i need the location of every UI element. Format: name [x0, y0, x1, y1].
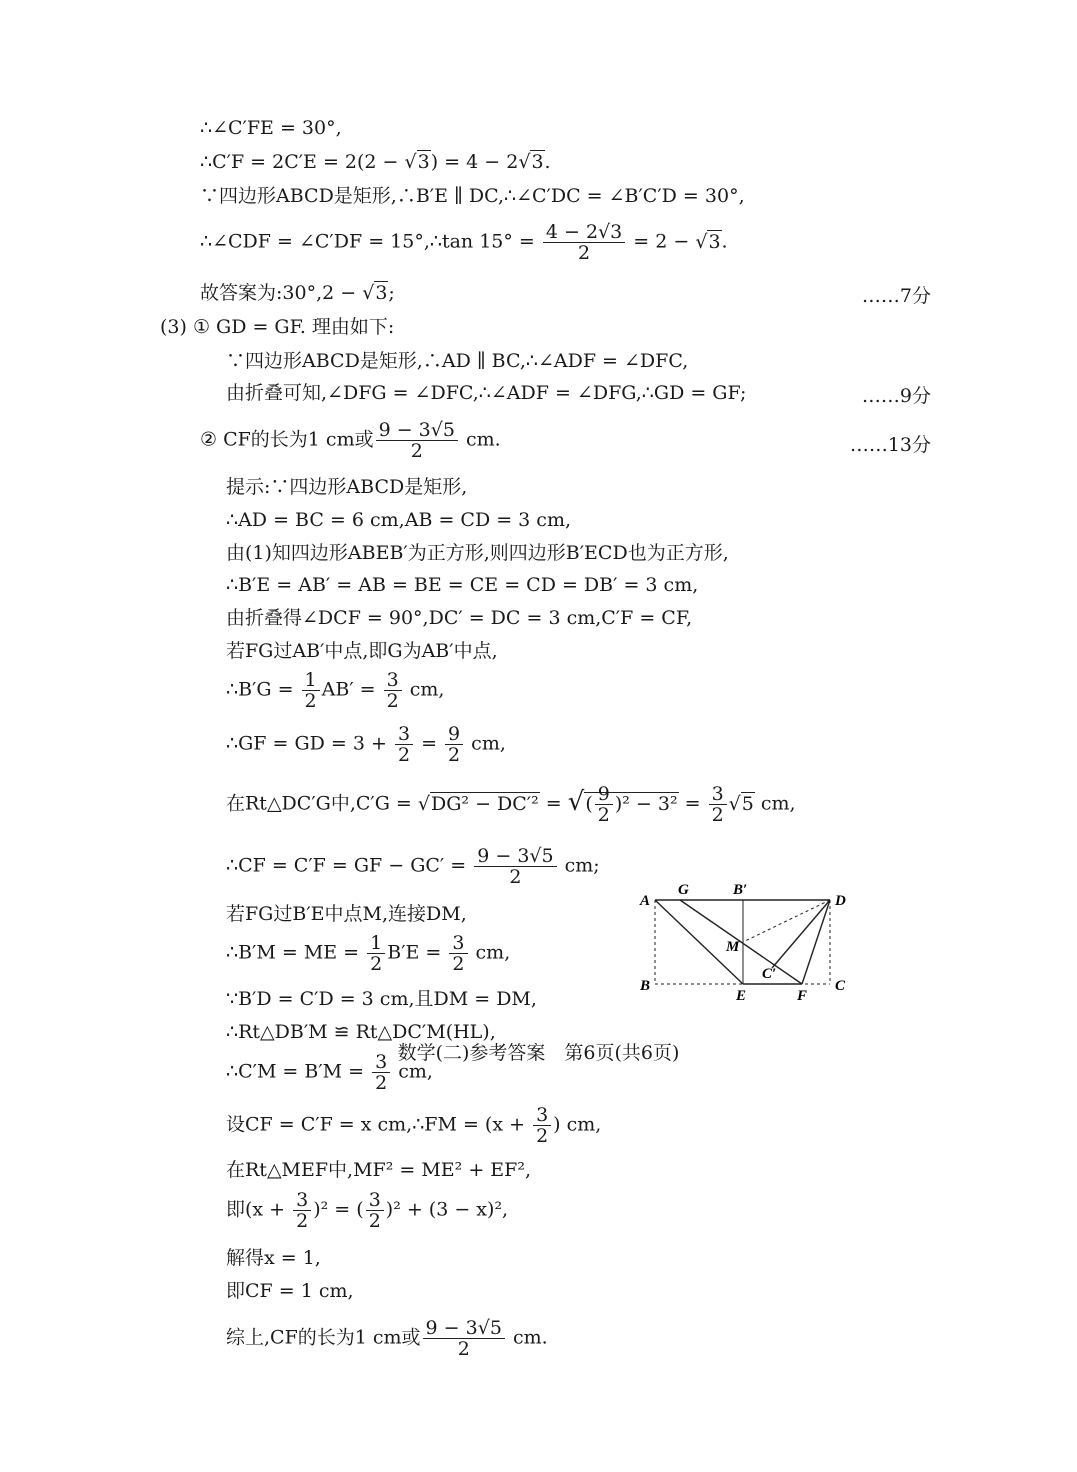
fraction [376, 420, 458, 461]
denominator: 2 [370, 953, 383, 975]
sqrt-sign [518, 151, 530, 173]
line-text: cm, [403, 678, 445, 701]
line-text: ∴B′E = AB′ = AB = BE = CE = CD = DB′ = 3 cm, [226, 574, 699, 596]
segment-DC1 [772, 900, 830, 968]
sqrt-sign [418, 793, 430, 815]
page-footer: 数学(二)参考答案 第6页(共6页) [397, 1042, 680, 1064]
line-text: 若FG过AB′中点,即G为AB′中点, [226, 640, 498, 662]
text-line [200, 420, 501, 461]
denominator: 2 [597, 804, 610, 826]
denominator: 2 [457, 1338, 470, 1360]
denominator: 2 [536, 1125, 549, 1147]
numerator: 9 [445, 724, 463, 745]
line-text: cm, [469, 941, 511, 964]
fraction [384, 670, 402, 711]
line-text: 即CF = 1 cm, [226, 1280, 354, 1302]
text-line [226, 670, 444, 711]
line-text: 在Rt△DC′G中,C′G = [226, 792, 418, 815]
denominator: 2 [386, 690, 399, 712]
text-line [200, 281, 395, 305]
line-text: ∴C′M = B′M = [226, 1060, 371, 1083]
fraction [595, 784, 613, 825]
line-text: )² = ( [313, 1198, 364, 1221]
line-text: 综上,CF的长为1 cm或 [226, 1326, 421, 1349]
text-line [226, 639, 498, 663]
label-B-prime: B′ [733, 882, 748, 898]
fraction [449, 933, 467, 974]
line-text: 由(1)知四边形ABEB′为正方形,则四边形B′ECD也为正方形, [226, 542, 729, 564]
line-text: 设CF = C′F = x cm,∴FM = (x + [226, 1113, 532, 1136]
sqrt-sign [695, 231, 707, 253]
line-text: )² − 3² [614, 792, 678, 815]
line-text: ∴∠C′FE = 30°, [200, 117, 342, 139]
line-text: 在Rt△MEF中,MF² = ME² + EF², [226, 1159, 532, 1181]
line-text: 由折叠得∠DCF = 90°,DC′ = DC = 3 cm,C′F = CF, [226, 607, 693, 629]
line-text: 由折叠可知,∠DFG = ∠DFC,∴∠ADF = ∠DFG,∴GD = GF; [226, 382, 747, 404]
line-text: ② CF的长为1 cm或 [200, 428, 374, 451]
line-text: ∴C′F = 2C′E = 2(2 − [200, 151, 405, 173]
denominator: 2 [452, 953, 465, 975]
label-D: D [835, 893, 846, 909]
line-text: cm. [506, 1326, 548, 1349]
line-text: ∵B′D = C′D = 3 cm,且DM = DM, [226, 988, 537, 1010]
line-text: ∴GF = GD = 3 + [226, 732, 393, 755]
radicand: 3 [531, 151, 544, 173]
line-text: 若FG过B′E中点M,连接DM, [226, 903, 467, 925]
line-text: cm, [754, 792, 796, 815]
label-E: E [736, 988, 747, 1004]
text-line [226, 475, 467, 499]
denominator: 2 [397, 744, 411, 766]
line-text: ∵四边形ABCD是矩形,∴AD ∥ BC,∴∠ADF = ∠DFC, [226, 350, 689, 372]
fraction [709, 784, 727, 825]
numerator: 1 [367, 933, 385, 954]
text-line [226, 987, 537, 1011]
denominator: 2 [711, 804, 724, 826]
fraction [367, 933, 385, 974]
score-mark: ……9分 [861, 385, 931, 407]
text-line [226, 1279, 354, 1303]
label-M: M [726, 939, 740, 955]
radicand: 3 [375, 282, 388, 304]
line-text: 故答案为:30°,2 − [200, 282, 363, 304]
text-line [226, 381, 746, 405]
numerator: 3 [384, 670, 402, 691]
radicand: 3 [417, 151, 430, 173]
text-line [226, 1246, 321, 1270]
line-text: cm, [465, 732, 506, 755]
numerator: 3 [449, 933, 467, 954]
denominator: 2 [304, 690, 317, 712]
label-C-prime: C′ [762, 966, 777, 982]
line-text: ∴∠CDF = ∠C′DF = 15°,∴tan 15° = [200, 230, 541, 253]
text-line [200, 222, 728, 263]
text-line [226, 846, 600, 887]
line-text: ∴CF = C′F = GF − GC′ = [226, 854, 473, 877]
numerator: 3 [372, 1052, 390, 1073]
line-text: = 2 − [627, 230, 696, 253]
text-line [226, 933, 510, 974]
score-mark: ……7分 [861, 285, 931, 307]
sqrt-sign [405, 151, 417, 173]
numerator: 9 [595, 784, 613, 805]
fraction [395, 724, 413, 765]
denominator: 2 [578, 242, 591, 264]
numerator: 3 [293, 1190, 311, 1211]
label-C: C [835, 978, 846, 994]
numerator: 9 − 3√5 [376, 420, 458, 441]
fraction [445, 724, 463, 765]
text-line [226, 1318, 548, 1359]
line-text: cm; [558, 854, 600, 877]
radicand: 5 [741, 792, 754, 815]
line-text: ) = 4 − 2 [430, 151, 519, 173]
fraction [474, 846, 556, 887]
line-text: ; [388, 282, 395, 304]
denominator: 2 [375, 1072, 388, 1094]
label-F: F [797, 988, 808, 1004]
line-text: 提示:∵四边形ABCD是矩形, [226, 476, 468, 498]
text-line [226, 573, 698, 597]
line-text: 解得x = 1, [226, 1247, 321, 1269]
line-text: B′E = [387, 941, 448, 964]
line-text: ∴B′M = ME = [226, 941, 366, 964]
segment-DF [802, 900, 830, 984]
numerator: 1 [302, 670, 320, 691]
text-line [200, 116, 342, 140]
text-line [226, 724, 506, 765]
denominator: 2 [368, 1210, 381, 1232]
line-text: ∴AD = BC = 6 cm,AB = CD = 3 cm, [226, 509, 571, 531]
geometry-figure [630, 878, 860, 1008]
fraction [366, 1190, 384, 1231]
numerator: 3 [395, 724, 413, 745]
segment-DM [743, 900, 830, 942]
line-text: ∴Rt△DB′M ≌ Rt△DC′M(HL), [226, 1021, 496, 1043]
line-text: ) cm, [553, 1113, 602, 1136]
line-text: ∴B′G = [226, 678, 300, 701]
text-line [226, 1105, 601, 1146]
line-text: = [415, 732, 444, 755]
numerator: 9 − 3√5 [474, 846, 556, 867]
line-text: . [544, 151, 551, 173]
line-text: (3) ① GD = GF. 理由如下: [160, 316, 395, 338]
numerator: 3 [366, 1190, 384, 1211]
text-line [226, 606, 692, 630]
fraction [293, 1190, 311, 1231]
numerator: 4 − 2√3 [543, 222, 625, 243]
fraction [423, 1318, 505, 1359]
sqrt-sign [729, 793, 741, 815]
denominator: 2 [410, 440, 423, 462]
text-line [160, 315, 394, 339]
line-text: = [539, 792, 568, 815]
line-text: ∵四边形ABCD是矩形,∴B′E ∥ DC,∴∠C′DC = ∠B′C′D = 30°, [200, 185, 745, 207]
label-B: B [640, 978, 651, 994]
radicand-group [584, 783, 678, 826]
line-text: . [721, 230, 728, 253]
line-text: )² + (3 − x)², [385, 1198, 509, 1221]
line-text: cm, [392, 1060, 433, 1083]
numerator: 3 [533, 1105, 551, 1126]
denominator: 2 [448, 744, 461, 766]
text-line [226, 508, 571, 532]
denominator: 2 [296, 1210, 309, 1232]
line-text: AB′ = [321, 678, 382, 701]
text-line [226, 902, 467, 926]
text-line [226, 1190, 508, 1231]
fraction [533, 1105, 551, 1146]
text-line [226, 1158, 531, 1182]
label-A: A [640, 893, 651, 909]
line-text: ( [585, 792, 593, 815]
line-text: 即(x + [226, 1198, 292, 1221]
text-line [200, 184, 745, 208]
numerator: 3 [709, 784, 727, 805]
text-line [226, 784, 796, 825]
text-line [200, 150, 551, 174]
sqrt-sign [568, 787, 585, 817]
denominator: 2 [509, 866, 522, 888]
label-G: G [678, 882, 689, 898]
line-text: = [678, 792, 707, 815]
text-line [226, 541, 729, 565]
radicand: 3 [708, 230, 721, 253]
sqrt-sign [362, 282, 374, 304]
text-line [226, 349, 688, 373]
score-mark: ……13分 [849, 434, 931, 456]
line-text: cm. [459, 428, 501, 451]
fraction [302, 670, 320, 711]
fraction [543, 222, 625, 263]
numerator: 9 − 3√5 [423, 1318, 505, 1339]
radicand: DG² − DC′² [431, 792, 539, 815]
